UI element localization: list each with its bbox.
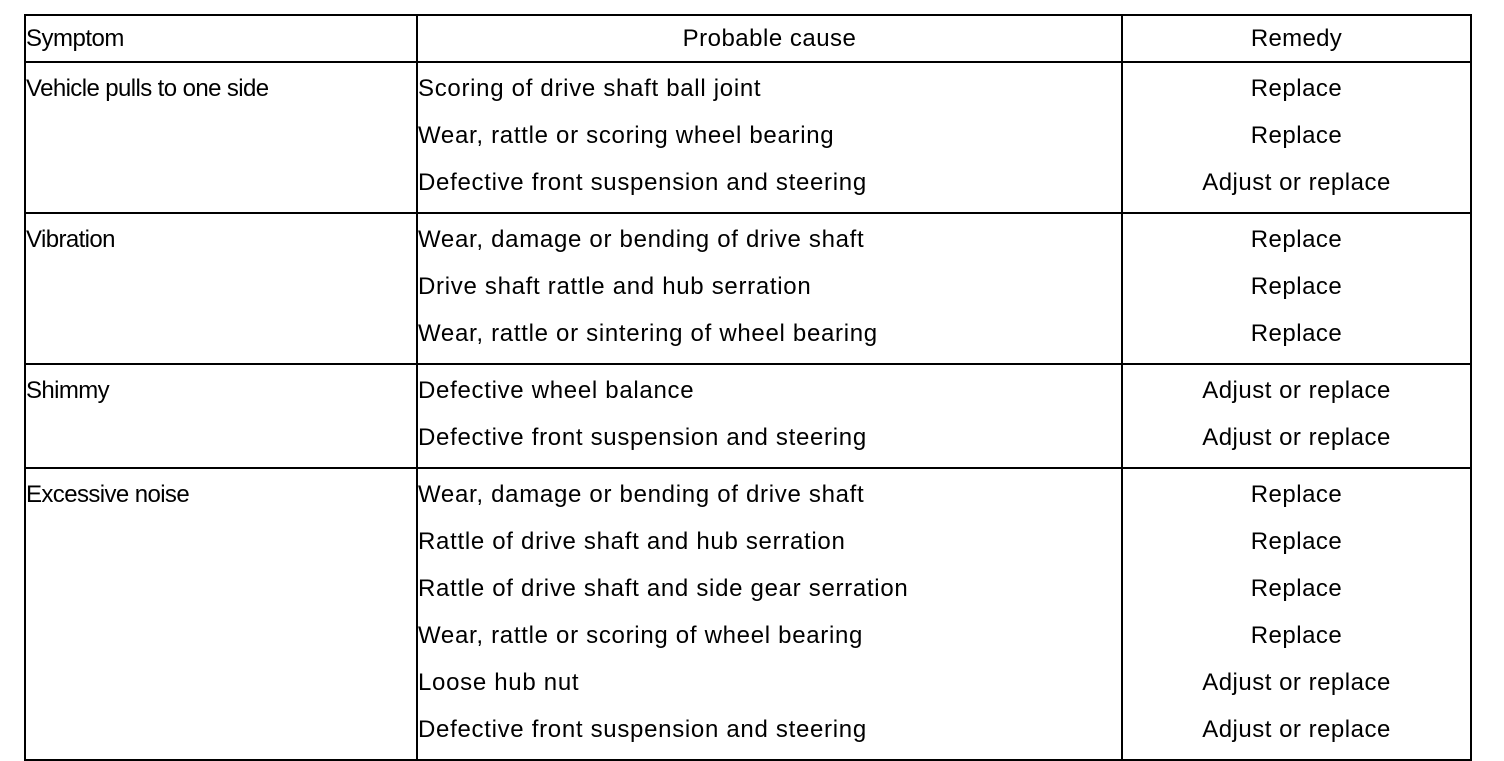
- cause-cell: Loose hub nut: [417, 659, 1122, 706]
- cause-cell: Rattle of drive shaft and side gear serration: [417, 565, 1122, 612]
- remedy-cell: Replace: [1122, 468, 1471, 518]
- cause-cell: Wear, rattle or scoring of wheel bearing: [417, 612, 1122, 659]
- remedy-cell: Adjust or replace: [1122, 159, 1471, 213]
- cause-cell: Wear, rattle or sintering of wheel bearing: [417, 310, 1122, 364]
- table-header: [25, 15, 1471, 62]
- header-remedy: Remedy: [1122, 15, 1471, 62]
- cause-cell: Defective wheel balance: [417, 364, 1122, 414]
- symptom-cell: Vehicle pulls to one side: [25, 62, 417, 213]
- table-row: [25, 364, 1471, 414]
- symptom-group: [25, 213, 1471, 364]
- remedy-cell: Adjust or replace: [1122, 659, 1471, 706]
- cause-cell: Rattle of drive shaft and hub serration: [417, 518, 1122, 565]
- symptom-cell: Shimmy: [25, 364, 417, 468]
- symptom-group: [25, 364, 1471, 468]
- cause-cell: Defective front suspension and steering: [417, 414, 1122, 468]
- table-row: [25, 468, 1471, 518]
- table-row: [25, 213, 1471, 263]
- symptom-group: [25, 468, 1471, 760]
- cause-cell: Defective front suspension and steering: [417, 706, 1122, 760]
- symptom-cell: Vibration: [25, 213, 417, 364]
- remedy-cell: Replace: [1122, 518, 1471, 565]
- remedy-cell: Adjust or replace: [1122, 414, 1471, 468]
- remedy-cell: Replace: [1122, 612, 1471, 659]
- remedy-cell: Replace: [1122, 310, 1471, 364]
- header-probable-cause: Probable cause: [417, 15, 1122, 62]
- troubleshooting-sheet: [24, 14, 1470, 761]
- header-row: [25, 15, 1471, 62]
- remedy-cell: Replace: [1122, 112, 1471, 159]
- symptom-group: [25, 62, 1471, 213]
- header-symptom: Symptom: [25, 15, 417, 62]
- cause-cell: Wear, damage or bending of drive shaft: [417, 213, 1122, 263]
- cause-cell: Scoring of drive shaft ball joint: [417, 62, 1122, 112]
- troubleshooting-table: [24, 14, 1472, 761]
- symptom-cell: Excessive noise: [25, 468, 417, 760]
- remedy-cell: Replace: [1122, 565, 1471, 612]
- cause-cell: Wear, rattle or scoring wheel bearing: [417, 112, 1122, 159]
- table-row: [25, 62, 1471, 112]
- remedy-cell: Replace: [1122, 213, 1471, 263]
- remedy-cell: Adjust or replace: [1122, 364, 1471, 414]
- cause-cell: Drive shaft rattle and hub serration: [417, 263, 1122, 310]
- remedy-cell: Adjust or replace: [1122, 706, 1471, 760]
- remedy-cell: Replace: [1122, 263, 1471, 310]
- cause-cell: Defective front suspension and steering: [417, 159, 1122, 213]
- remedy-cell: Replace: [1122, 62, 1471, 112]
- cause-cell: Wear, damage or bending of drive shaft: [417, 468, 1122, 518]
